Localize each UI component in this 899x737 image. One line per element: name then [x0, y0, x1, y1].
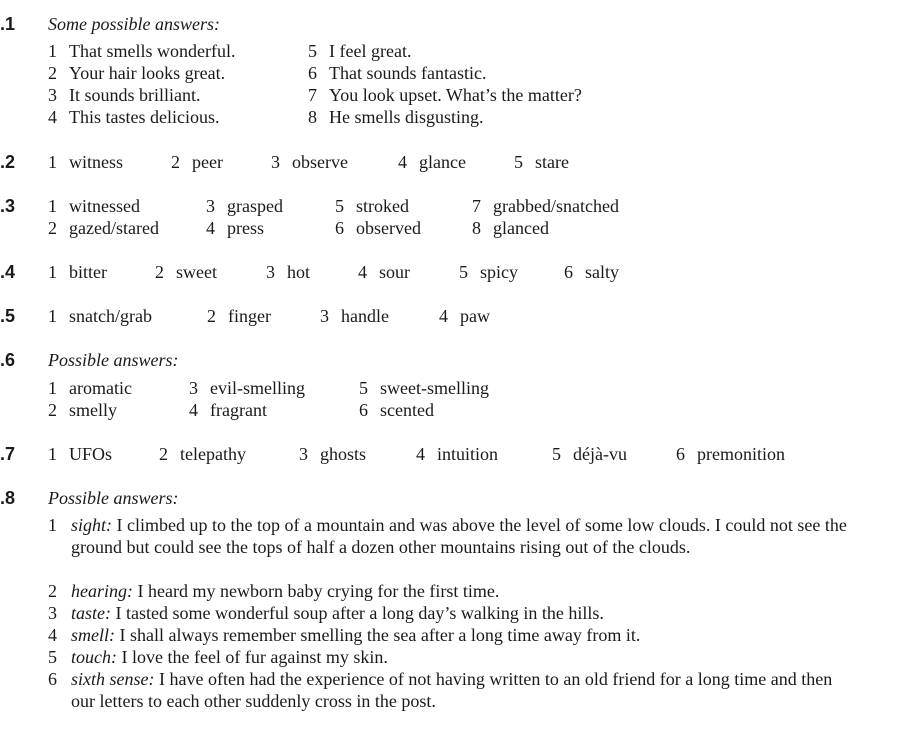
- list-item: 5 stroked: [335, 196, 409, 216]
- list-item: 1 witness: [48, 152, 123, 172]
- list-item: 5 spicy: [459, 262, 518, 282]
- list-item: 6 sixth sense: I have often had the experience of not having written to an old friend for a long time and then our letters to each other suddenly cross in the post.: [48, 669, 833, 711]
- list-item: 4 intuition: [416, 444, 499, 464]
- section-number-5: .5: [0, 306, 16, 326]
- list-item: 6 observed: [335, 218, 421, 238]
- list-item: 3 It sounds brilliant.: [48, 85, 201, 105]
- list-item: 5 I feel great.: [308, 41, 412, 61]
- section-number-1: .1: [0, 14, 16, 34]
- list-item: 4 press: [206, 218, 264, 238]
- list-item: 1 That smells wonderful.: [48, 41, 236, 61]
- list-item: 2 smelly: [48, 400, 117, 420]
- section-8-heading: Possible answers:: [48, 488, 179, 508]
- list-item: 3 evil-smelling: [189, 378, 305, 398]
- list-item: 5 stare: [514, 152, 569, 172]
- section-number-2: .2: [0, 152, 16, 172]
- list-item: 6 scented: [359, 400, 434, 420]
- list-item: 3 observe: [271, 152, 348, 172]
- list-item: 4 sour: [358, 262, 410, 282]
- list-item: 1 bitter: [48, 262, 107, 282]
- list-item: 8 He smells disgusting.: [308, 107, 484, 127]
- section-number-7: .7: [0, 444, 16, 464]
- list-item: 4 smell: I shall always remember smelling the sea after a long time away from it.: [48, 625, 641, 645]
- list-item: 5 sweet-smelling: [359, 378, 489, 398]
- section-number-6: .6: [0, 350, 16, 370]
- list-item: 6 That sounds fantastic.: [308, 63, 487, 83]
- list-item: 6 premonition: [676, 444, 785, 464]
- list-item: 8 glanced: [472, 218, 549, 238]
- list-item: 3 taste: I tasted some wonderful soup after a long day’s walking in the hills.: [48, 603, 604, 623]
- section-number-8: .8: [0, 488, 16, 508]
- list-item: 1 snatch/grab: [48, 306, 152, 326]
- list-item: 7 grabbed/snatched: [472, 196, 619, 216]
- list-item: 3 hot: [266, 262, 311, 282]
- list-item: 3 handle: [320, 306, 389, 326]
- list-item: 2 finger: [207, 306, 271, 326]
- list-item: 7 You look upset. What’s the matter?: [308, 85, 582, 105]
- list-item: 1 UFOs: [48, 444, 113, 464]
- section-number-4: .4: [0, 262, 16, 282]
- list-item: 2 gazed/stared: [48, 218, 159, 238]
- list-item: 6 salty: [564, 262, 619, 282]
- list-item: 4 paw: [439, 306, 490, 326]
- list-item: 5 déjà-vu: [552, 444, 627, 464]
- list-item: 4 glance: [398, 152, 466, 172]
- list-item: 3 grasped: [206, 196, 283, 216]
- list-item: 4 fragrant: [189, 400, 267, 420]
- list-item: 1 aromatic: [48, 378, 132, 398]
- list-item: 5 touch: I love the feel of fur against my skin.: [48, 647, 388, 667]
- section-6-heading: Possible answers:: [48, 350, 179, 370]
- list-item: 1 sight: I climbed up to the top of a mountain and was above the level of some low clouds. I could not see the ground but could see the tops of half a dozen other mountains rising out of the clouds.: [48, 515, 847, 557]
- list-item: 4 This tastes delicious.: [48, 107, 220, 127]
- list-item: 2 Your hair looks great.: [48, 63, 226, 83]
- section-1-heading: Some possible answers:: [48, 14, 220, 34]
- list-item: 3 ghosts: [299, 444, 367, 464]
- list-item: 2 hearing: I heard my newborn baby crying for the first time.: [48, 581, 500, 601]
- section-number-3: .3: [0, 196, 16, 216]
- list-item: 2 peer: [171, 152, 223, 172]
- list-item: 1 witnessed: [48, 196, 140, 216]
- list-item: 2 sweet: [155, 262, 217, 282]
- list-item: 2 telepathy: [159, 444, 246, 464]
